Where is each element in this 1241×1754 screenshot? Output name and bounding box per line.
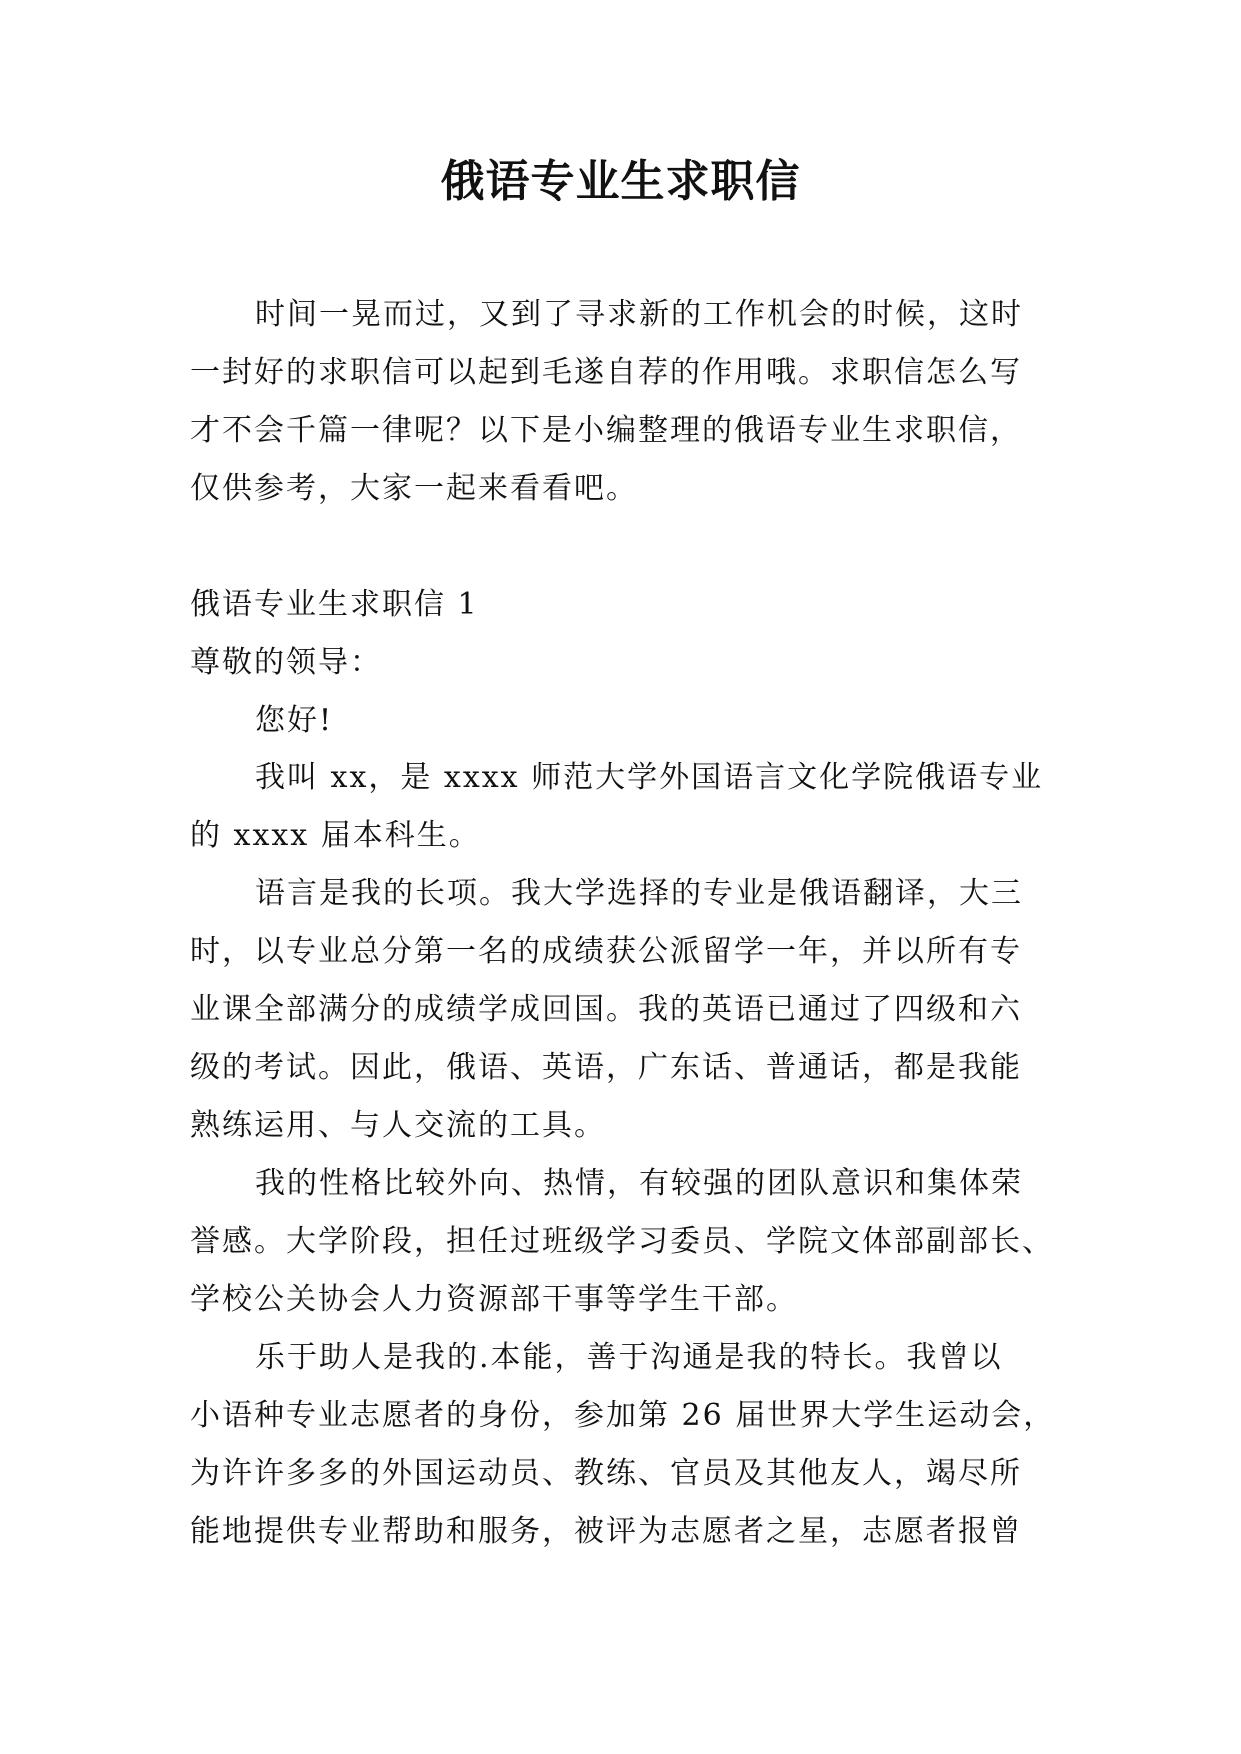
salutation: 尊敬的领导： xyxy=(190,645,382,680)
paragraph-line: 为许许多多的外国运动员、教练、官员及其他友人，竭尽所 xyxy=(190,1456,1022,1491)
paragraph-line: 学校公关协会人力资源部干事等学生干部。 xyxy=(190,1282,798,1317)
intro-line-4: 仅供参考，大家一起来看看吧。 xyxy=(190,471,638,506)
intro-line-1: 时间一晃而过，又到了寻求新的工作机会的时候，这时 xyxy=(255,297,1023,332)
section-heading: 俄语专业生求职信 1 xyxy=(190,587,479,622)
greeting: 您好! xyxy=(255,703,334,738)
paragraph-line: 的 xxxx 届本科生。 xyxy=(190,818,481,853)
intro-line-2: 一封好的求职信可以起到毛遂自荐的作用哦。求职信怎么写 xyxy=(190,355,1022,390)
paragraph-line: 我叫 xx，是 xxxx 师范大学外国语言文化学院俄语专业 xyxy=(255,760,1044,795)
document-title: 俄语专业生求职信 xyxy=(440,156,801,207)
paragraph-line: 级的考试。因此，俄语、英语，广东话、普通话，都是我能 xyxy=(190,1050,1022,1085)
paragraph-line: 乐于助人是我的.本能，善于沟通是我的特长。我曾以 xyxy=(255,1340,1003,1375)
paragraph-line: 业课全部满分的成绩学成回国。我的英语已通过了四级和六 xyxy=(190,992,1022,1027)
paragraph-line: 我的性格比较外向、热情，有较强的团队意识和集体荣 xyxy=(255,1166,1023,1201)
paragraph-line: 熟练运用、与人交流的工具。 xyxy=(190,1108,606,1143)
paragraph-line: 语言是我的长项。我大学选择的专业是俄语翻译，大三 xyxy=(255,876,1023,911)
paragraph-line: 小语种专业志愿者的身份，参加第 26 届世界大学生运动会， xyxy=(190,1398,1056,1433)
paragraph-line: 誉感。大学阶段，担任过班级学习委员、学院文体部副部长、 xyxy=(190,1224,1054,1259)
paragraph-line: 时，以专业总分第一名的成绩获公派留学一年，并以所有专 xyxy=(190,934,1022,969)
intro-line-3: 才不会千篇一律呢？以下是小编整理的俄语专业生求职信， xyxy=(190,413,1022,448)
paragraph-line: 能地提供专业帮助和服务，被评为志愿者之星，志愿者报曾 xyxy=(190,1514,1022,1549)
